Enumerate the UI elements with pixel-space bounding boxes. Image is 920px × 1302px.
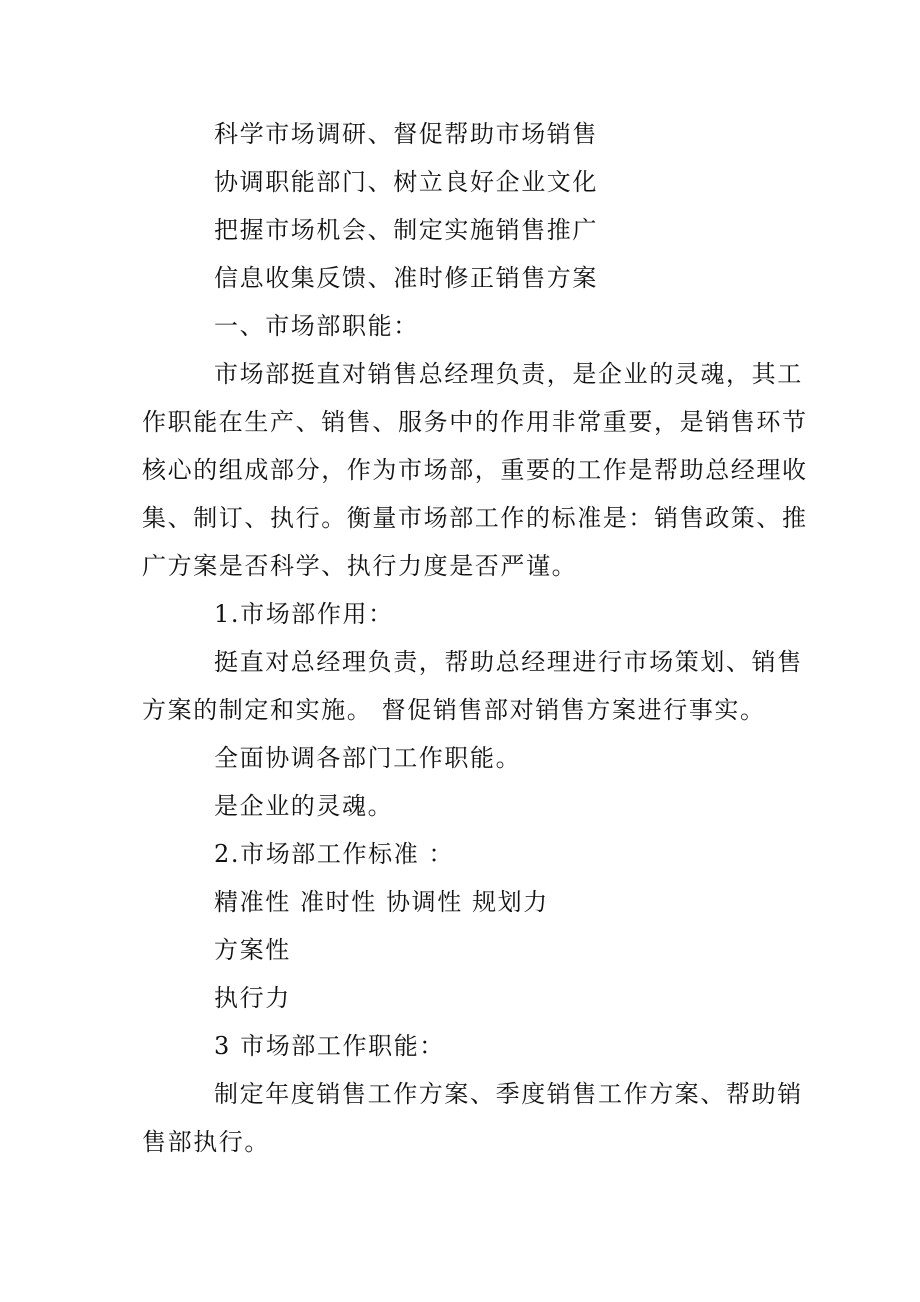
standards-item-3: 执行力 [214, 984, 291, 1012]
slogan-line-1: 科学市场调研、督促帮助市场销售 [214, 120, 598, 148]
paragraph-row: 市场部挺直对销售总经理负责，是企业的灵魂，其工 [214, 360, 803, 388]
subheading-duties: 3 市场部工作职能： [214, 1032, 445, 1060]
role-paragraph [142, 638, 803, 734]
slogan-line-2: 协调职能部门、树立良好企业文化 [214, 168, 598, 196]
role-item-1: 全面协调各部门工作职能。 [214, 744, 522, 772]
standards-item-1: 精准性 准时性 协调性 规划力 [214, 888, 549, 916]
paragraph-row: 集、制订、执行。衡量市场部工作的标准是：销售政策、推 [142, 504, 808, 532]
paragraph-row: 广方案是否科学、执行力度是否严谨。 [142, 552, 578, 580]
paragraph-row: 核心的组成部分，作为市场部，重要的工作是帮助总经理收 [142, 456, 808, 484]
paragraph-row: 制定年度销售工作方案、季度销售工作方案、帮助销 [214, 1080, 803, 1108]
paragraph-row: 售部执行。 [142, 1128, 270, 1156]
slogan-line-3: 把握市场机会、制定实施销售推广 [214, 216, 598, 244]
paragraph-row: 挺直对总经理负责，帮助总经理进行市场策划、销售 [214, 648, 803, 676]
role-item-2: 是企业的灵魂。 [214, 792, 394, 820]
intro-paragraph [142, 350, 808, 590]
document-body [142, 110, 808, 1166]
paragraph-row: 作职能在生产、销售、服务中的作用非常重要，是销售环节 [142, 408, 808, 436]
standards-item-2: 方案性 [214, 936, 291, 964]
duties-paragraph [142, 1070, 803, 1166]
paragraph-row: 方案的制定和实施。 督促销售部对销售方案进行事实。 [142, 696, 766, 724]
subheading-role: 1.市场部作用： [214, 600, 394, 628]
slogan-line-4: 信息收集反馈、准时修正销售方案 [214, 264, 598, 292]
section-heading-functions: 一、市场部职能： [214, 312, 419, 340]
subheading-standards: 2.市场部工作标准 ： [214, 840, 455, 868]
